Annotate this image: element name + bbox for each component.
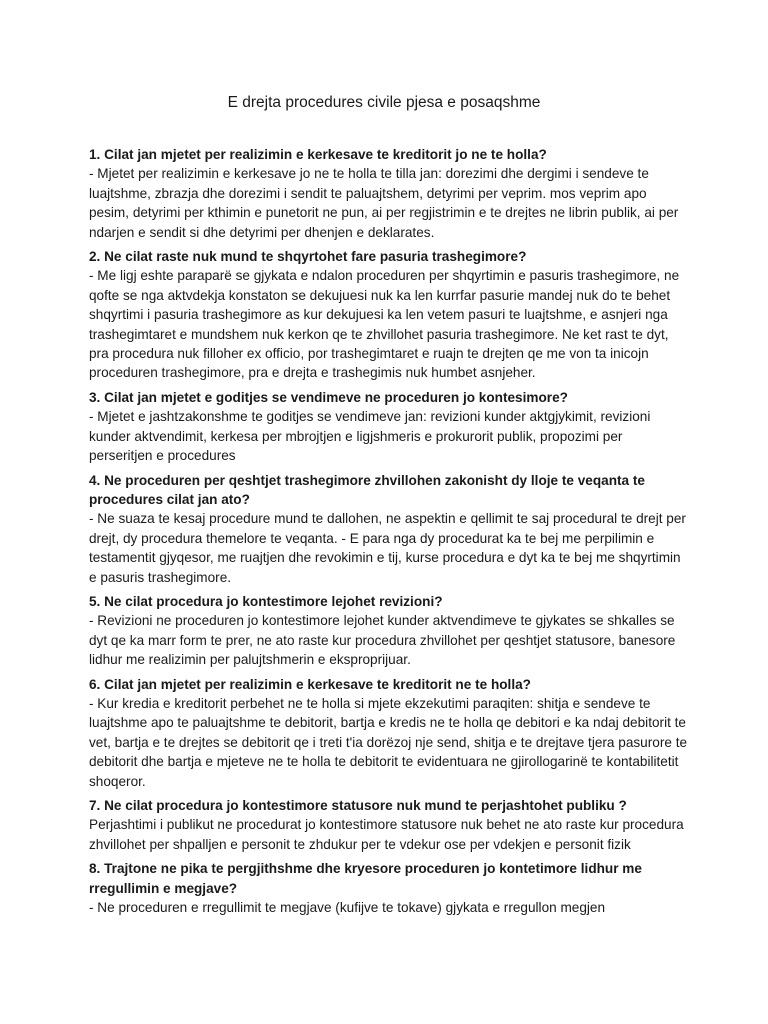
- answer-3: - Mjetet e jashtzakonshme te goditjes se vendimeve jan: revizioni kunder aktgjykimit, revizioni kunder aktvendimit, kerkesa per mbrojtjen e ligjshmeris e prokurorit publik, propozimi per perseritjen e procedures: [89, 409, 651, 464]
- answer-1: - Mjetet per realizimin e kerkesave jo ne te holla te tilla jan: dorezimi dhe dergimi i sendeve te luajtshme, zbrazja dhe dorezimi i sendit te paluajtshem, detyrimi per veprim. mos veprim apo pesim, detyrimi per kthimin e punetorit ne pun, ai per regjistrimin e te drejtes ne librin publik, ai per ndarjen e sendit si dhe detyrimi per dhenjen e deklarates.: [89, 166, 679, 240]
- document-title: E drejta procedures civile pjesa e posaqshme: [227, 94, 541, 111]
- answer-6: - Kur kredia e kreditorit perbehet ne te holla si mjete ekzekutimi paraqiten: shitja e sendeve te luajtshme apo te paluajtshme te debitorit, bartja e kredis ne te holla qe debitori e ka ndaj debitorit te vet, bartja e te drejtes se debitorit qe i treti t'ia dorëzoj nje send, shitja e te drejtave tjera pasurore te debitorit dhe bartja e mjeteve ne te holla te debitorit te evidentuara ne gjirollogarinë te kontabilitetit shoqeror.: [89, 695, 688, 789]
- question-block-7: [89, 796, 689, 854]
- question-2: 2. Ne cilat raste nuk mund te shqyrtohet fare pasuria trashegimore?: [89, 249, 527, 265]
- answer-4: - Ne suaza te kesaj procedure mund te dallohen, ne aspektin e qellimit te saj procedural te drejt per drejt, dy procedura themelore te veqanta. - E para nga dy procedurat ka te bej me perpilimin e testamentit gjyqesor, me ruajtjen dhe revokimin e tij, kurse procedura e dyt ka te bej me shqyrtimin e pasuris trashegimore.: [89, 511, 686, 585]
- question-8: 8. Trajtone ne pika te pergjithshme dhe kryesore proceduren jo kontetimore lidhur me rregullimin e megjave?: [89, 861, 642, 896]
- document-body: [89, 145, 689, 922]
- answer-5: - Revizioni ne proceduren jo kontestimore lejohet kunder aktvendimeve te gjykates se shkalles se dyt qe ka marr form te prer, ne ato raste kur procedura zhvillohet per qeshtjet statusore, banesore lidhur me realizimin per palujtshmerin e eksproprijuar.: [89, 613, 676, 668]
- question-block-4: [89, 471, 689, 587]
- question-4: 4. Ne proceduren per qeshtjet trashegimore zhvillohen zakonisht dy lloje te veqanta te procedures cilat jan ato?: [89, 472, 645, 507]
- question-block-1: [89, 145, 689, 242]
- question-block-3: [89, 388, 689, 466]
- question-block-5: [89, 592, 689, 670]
- question-7: 7. Ne cilat procedura jo kontestimore statusore nuk mund te perjashtohet publiku ?: [89, 798, 627, 813]
- question-block-6: [89, 675, 689, 791]
- question-5: 5. Ne cilat procedura jo kontestimore lejohet revizioni?: [89, 593, 443, 609]
- question-block-8: [89, 859, 689, 917]
- question-block-2: [89, 247, 689, 383]
- question-1: 1. Cilat jan mjetet per realizimin e kerkesave te kreditorit jo ne te holla?: [89, 147, 547, 162]
- answer-2: - Me ligj eshte paraparë se gjykata e ndalon proceduren per shqyrtimin e pasuris trashegimore, ne qofte se nga aktvdekja konstaton se dekujuesi nuk ka len kurrfar pasurie mandej nuk do te behet shqyrtimi i pasuria trashegimore as kur dekujuesi ka len vetem pasuri te luajtshme, e asnjeri nga trashegimtaret e mundshem nuk kerkon qe te zhvillohet pasuria trashegimore. Ne ket rast te dyt, pra procedura nuk filloher ex officio, por trashegimtaret e ruajn te drejten qe me von ta inicojn proceduren trashegimore, pra e drejta e trashegimis nuk humbet asnjeher.: [89, 268, 680, 381]
- question-3: 3. Cilat jan mjetet e goditjes se vendimeve ne proceduren jo kontesimore?: [89, 389, 568, 405]
- question-6: 6. Cilat jan mjetet per realizimin e kerkesave te kreditorit ne te holla?: [89, 676, 531, 692]
- answer-7: Perjashtimi i publikut ne procedurat jo kontestimore statusore nuk behet ne ato raste kur procedura zhvillohet per shpalljen e personit te zhdukur per te vdekur ose per vdekjen e personit fizik: [89, 817, 684, 852]
- answer-8: - Ne proceduren e rregullimit te megjave (kufijve te tokave) gjykata e rregullon megjen: [89, 900, 606, 916]
